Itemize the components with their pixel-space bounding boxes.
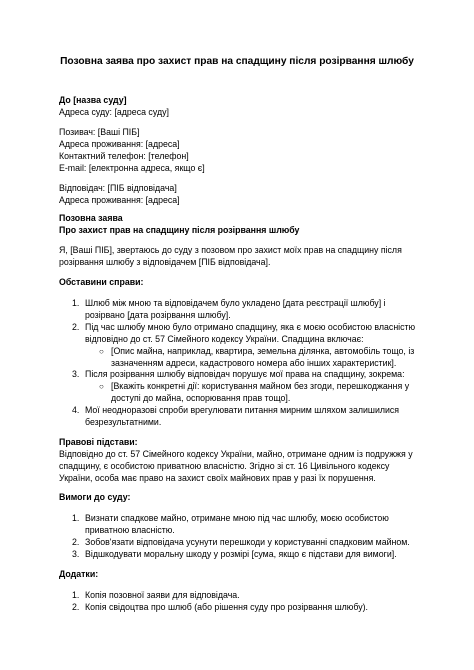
list-item-text: Копія позовної заяви для відповідача.: [85, 590, 240, 600]
list-item: [59, 549, 419, 561]
list-item: [59, 602, 419, 614]
list-item-number: 2.: [72, 536, 80, 547]
list-item-text: Зобов'язати відповідача усунути перешкоди у користуванні спадковим майном.: [85, 536, 410, 547]
list-item-text: Відшкодувати моральну шкоду у розмірі [сума, якщо є підстави для вимоги].: [85, 548, 397, 559]
defendant-block: [59, 183, 419, 207]
list-item-text: Під час шлюбу мною було отримано спадщину, яка є моєю особистою власністю: [85, 321, 416, 332]
attachments-list: [59, 590, 419, 614]
list-item-number: 2.: [72, 321, 80, 332]
list-item-text: Визнати спадкове майно, отримане мною під час шлюбу, моєю особистою: [85, 513, 389, 523]
list-item-number: 3.: [72, 369, 80, 380]
list-item: [59, 322, 419, 346]
list-item-text: приватною власністю.: [85, 524, 175, 535]
plaintiff-phone: Контактний телефон: [телефон]: [59, 150, 189, 161]
legal-text: [59, 449, 419, 485]
circumstances-heading: Обставини справи:: [59, 277, 144, 287]
sub-item-text: [Вкажіть конкретні дії: користування майном без згоди, перешкоджання у: [111, 381, 410, 392]
demands-list: [59, 513, 419, 561]
demands-heading: Вимоги до суду:: [59, 492, 131, 502]
plaintiff-address: Адреса проживання: [адреса]: [59, 138, 180, 149]
document-title: Позовна заява про захист прав на спадщину після розірвання шлюбу: [60, 56, 414, 67]
plaintiff-email: E-mail: [електронна адреса, якщо є]: [59, 162, 205, 173]
list-item-text: безрезультатними.: [85, 417, 162, 428]
circle-bullet-icon: ○: [99, 346, 104, 356]
defendant-address: Адреса проживання: [адреса]: [59, 194, 180, 205]
attachments-heading: Додатки:: [59, 569, 99, 579]
circle-bullet-icon: ○: [99, 382, 104, 392]
list-item: [59, 369, 419, 381]
list-item-text: Шлюб між мною та відповідачем було укладено [дата реєстрації шлюбу] і: [85, 298, 386, 308]
defendant-name: Відповідач: [ПІБ відповідача]: [59, 183, 177, 193]
list-item-text: розірвано [дата розірвання шлюбу].: [85, 309, 231, 320]
list-item-text: Мої неодноразові спроби врегулювати питання мирним шляхом залишилися: [85, 405, 400, 416]
legal-line: спадщину, є особистою приватною власністю. Згідно зі ст. 16 Цивільного кодексу: [59, 460, 390, 471]
claim-heading-block: [59, 213, 419, 237]
intro-line: Я, [Ваші ПІБ], звертаюсь до суду з позовом про захист моїх прав на спадщину після: [59, 245, 402, 255]
list-item-number: 1.: [72, 298, 80, 308]
sub-list-item: [59, 381, 419, 405]
court-name: До [назва суду]: [59, 95, 127, 105]
list-item: [59, 513, 419, 537]
court-address: Адреса суду: [адреса суду]: [59, 106, 169, 117]
sub-item-text: зазначенням адреси, кадастрового номера або інших характеристик].: [111, 357, 397, 368]
list-item-number: 1.: [72, 513, 80, 523]
list-item-text: Після розірвання шлюбу відповідач порушує мої права на спадщину, зокрема:: [85, 369, 405, 380]
list-item-number: 3.: [72, 548, 80, 559]
list-item: [59, 405, 419, 429]
legal-line: України, особа має право на захист своїх майнових прав у разі їх порушення.: [59, 472, 376, 483]
sub-item-text: доступі до майна, оспорювання прав тощо].: [111, 393, 291, 404]
list-item-text: відповідно до ст. 57 Сімейного кодексу України. Спадщина включає:: [85, 333, 364, 344]
plaintiff-block: [59, 127, 419, 175]
circumstances-list: [59, 298, 419, 429]
sub-list-item: [59, 346, 419, 370]
list-item-number: 2.: [72, 601, 80, 612]
plaintiff-name: Позивач: [Ваші ПІБ]: [59, 127, 140, 137]
legal-heading: Правові підстави:: [59, 437, 138, 447]
list-item-number: 4.: [72, 405, 80, 416]
sub-item-text: [Опис майна, наприклад, квартира, земельна ділянка, автомобіль тощо, із: [111, 345, 415, 356]
list-item-text: Копія свідоцтва про шлюб (або рішення суду про розірвання шлюбу).: [85, 601, 368, 612]
intro-line: розірвання шлюбу з відповідачем [ПІБ відповідача].: [59, 256, 271, 267]
list-item: [59, 298, 419, 322]
court-block: [59, 95, 419, 119]
list-item: [59, 537, 419, 549]
list-item: [59, 590, 419, 602]
list-item-number: 1.: [72, 590, 80, 600]
claim-intro: [59, 245, 419, 269]
legal-line: Відповідно до ст. 57 Сімейного кодексу України, майно, отримане одним із подружжя у: [59, 449, 413, 459]
claim-subheading: Про захист прав на спадщину після розірвання шлюбу: [59, 224, 300, 235]
claim-heading: Позовна заява: [59, 213, 123, 223]
